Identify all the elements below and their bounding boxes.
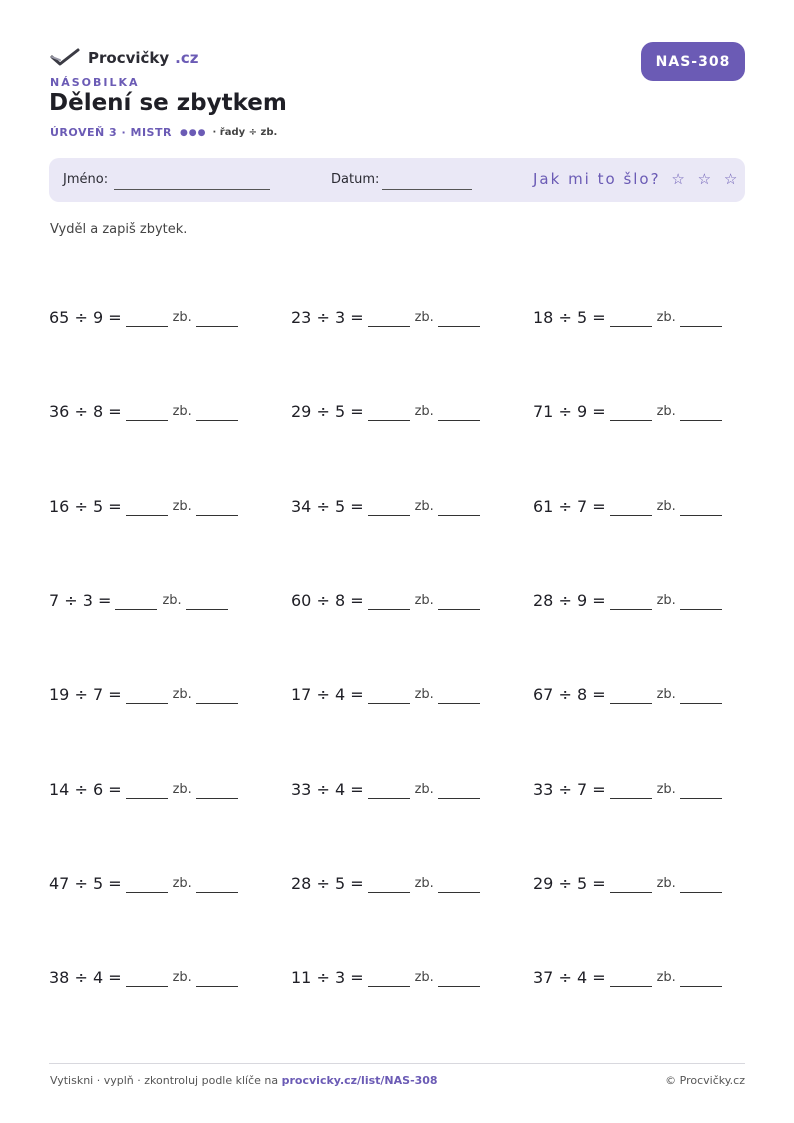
quotient-blank[interactable] <box>610 402 652 421</box>
name-field[interactable] <box>114 189 270 190</box>
star-icon[interactable]: ☆ <box>671 170 687 188</box>
remainder-label: zb. <box>656 404 676 419</box>
remainder-label: zb. <box>414 970 434 985</box>
brand-tld: .cz <box>175 49 199 67</box>
division-problem <box>291 874 480 893</box>
remainder-label: zb. <box>172 970 192 985</box>
remainder-blank[interactable] <box>196 968 238 987</box>
remainder-label: zb. <box>414 404 434 419</box>
remainder-blank[interactable] <box>196 497 238 516</box>
rating-label: Jak mi to šlo? <box>533 170 661 188</box>
remainder-label: zb. <box>172 404 192 419</box>
remainder-label: zb. <box>414 310 434 325</box>
problem-expression: 28 ÷ 5 = <box>291 874 364 893</box>
quotient-blank[interactable] <box>610 591 652 610</box>
division-problem <box>291 497 480 516</box>
problem-expression: 17 ÷ 4 = <box>291 685 364 704</box>
instruction: Vyděl a zapiš zbytek. <box>50 222 188 237</box>
division-problem <box>49 780 238 799</box>
remainder-blank[interactable] <box>680 591 722 610</box>
problem-expression: 61 ÷ 7 = <box>533 497 606 516</box>
remainder-label: zb. <box>172 499 192 514</box>
quotient-blank[interactable] <box>126 497 168 516</box>
problem-expression: 36 ÷ 8 = <box>49 402 122 421</box>
quotient-blank[interactable] <box>368 402 410 421</box>
division-problem <box>49 685 238 704</box>
quotient-blank[interactable] <box>368 685 410 704</box>
remainder-blank[interactable] <box>196 780 238 799</box>
quotient-blank[interactable] <box>126 685 168 704</box>
worksheet-code-badge: NAS-308 <box>641 42 745 81</box>
footer-note <box>50 1074 438 1087</box>
division-problem <box>533 968 722 987</box>
division-problem <box>533 402 722 421</box>
problem-expression: 34 ÷ 5 = <box>291 497 364 516</box>
remainder-blank[interactable] <box>680 968 722 987</box>
problem-expression: 60 ÷ 8 = <box>291 591 364 610</box>
remainder-label: zb. <box>414 687 434 702</box>
division-problem <box>291 685 480 704</box>
remainder-blank[interactable] <box>438 685 480 704</box>
division-problem <box>533 591 722 610</box>
quotient-blank[interactable] <box>115 591 157 610</box>
division-problem <box>49 497 238 516</box>
division-problem <box>533 874 722 893</box>
division-problem <box>291 308 480 327</box>
quotient-blank[interactable] <box>610 874 652 893</box>
problem-expression: 23 ÷ 3 = <box>291 308 364 327</box>
quotient-blank[interactable] <box>368 874 410 893</box>
remainder-blank[interactable] <box>196 685 238 704</box>
remainder-label: zb. <box>414 499 434 514</box>
problem-expression: 28 ÷ 9 = <box>533 591 606 610</box>
remainder-label: zb. <box>656 687 676 702</box>
remainder-blank[interactable] <box>680 402 722 421</box>
problem-expression: 37 ÷ 4 = <box>533 968 606 987</box>
name-label: Jméno: <box>63 172 109 187</box>
remainder-blank[interactable] <box>680 780 722 799</box>
division-problem <box>533 685 722 704</box>
division-problem <box>49 402 238 421</box>
remainder-blank[interactable] <box>438 874 480 893</box>
remainder-label: zb. <box>414 876 434 891</box>
remainder-label: zb. <box>414 593 434 608</box>
remainder-blank[interactable] <box>196 874 238 893</box>
remainder-blank[interactable] <box>680 497 722 516</box>
division-problem <box>49 308 238 327</box>
quotient-blank[interactable] <box>368 308 410 327</box>
quotient-blank[interactable] <box>126 308 168 327</box>
division-problem <box>533 780 722 799</box>
problem-expression: 33 ÷ 7 = <box>533 780 606 799</box>
quotient-blank[interactable] <box>368 780 410 799</box>
remainder-blank[interactable] <box>438 497 480 516</box>
quotient-blank[interactable] <box>610 780 652 799</box>
remainder-label: zb. <box>656 782 676 797</box>
remainder-label: zb. <box>656 593 676 608</box>
date-label: Datum: <box>331 172 380 187</box>
problem-expression: 67 ÷ 8 = <box>533 685 606 704</box>
problem-expression: 14 ÷ 6 = <box>49 780 122 799</box>
problem-expression: 71 ÷ 9 = <box>533 402 606 421</box>
problem-expression: 65 ÷ 9 = <box>49 308 122 327</box>
quotient-blank[interactable] <box>610 968 652 987</box>
division-problem <box>533 308 722 327</box>
footer-text: Vytiskni · vyplň · zkontroluj podle klíče na <box>50 1074 282 1087</box>
remainder-blank[interactable] <box>438 402 480 421</box>
remainder-blank[interactable] <box>196 402 238 421</box>
date-field[interactable] <box>382 189 472 190</box>
footer-link[interactable]: procvicky.cz/list/NAS-308 <box>281 1074 438 1087</box>
division-problem <box>533 497 722 516</box>
footer-divider <box>49 1063 745 1064</box>
quotient-blank[interactable] <box>610 308 652 327</box>
problem-expression: 19 ÷ 7 = <box>49 685 122 704</box>
problem-expression: 18 ÷ 5 = <box>533 308 606 327</box>
remainder-blank[interactable] <box>680 308 722 327</box>
quotient-blank[interactable] <box>126 402 168 421</box>
division-problem <box>291 591 480 610</box>
page-title: Dělení se zbytkem <box>49 90 287 116</box>
remainder-label: zb. <box>172 687 192 702</box>
remainder-blank[interactable] <box>186 591 228 610</box>
remainder-blank[interactable] <box>438 780 480 799</box>
remainder-blank[interactable] <box>680 685 722 704</box>
remainder-blank[interactable] <box>438 968 480 987</box>
problem-expression: 16 ÷ 5 = <box>49 497 122 516</box>
remainder-blank[interactable] <box>196 308 238 327</box>
remainder-label: zb. <box>656 970 676 985</box>
remainder-label: zb. <box>172 782 192 797</box>
remainder-label: zb. <box>172 310 192 325</box>
division-problem <box>49 968 238 987</box>
problem-expression: 38 ÷ 4 = <box>49 968 122 987</box>
quotient-blank[interactable] <box>126 874 168 893</box>
quotient-blank[interactable] <box>368 968 410 987</box>
division-problem <box>49 591 228 610</box>
level-subtitle: · řady ÷ zb. <box>212 127 278 138</box>
name-date-bar <box>49 158 745 202</box>
remainder-blank[interactable] <box>680 874 722 893</box>
star-icon[interactable]: ☆ <box>723 170 740 188</box>
level-row <box>50 126 277 139</box>
problem-expression: 47 ÷ 5 = <box>49 874 122 893</box>
remainder-label: zb. <box>414 782 434 797</box>
level-dots: ●●● <box>179 127 207 138</box>
quotient-blank[interactable] <box>126 780 168 799</box>
self-rating <box>533 170 739 188</box>
remainder-label: zb. <box>656 310 676 325</box>
division-problem <box>291 402 480 421</box>
remainder-blank[interactable] <box>438 591 480 610</box>
division-problem <box>291 780 480 799</box>
quotient-blank[interactable] <box>610 685 652 704</box>
footer-copyright: © Procvičky.cz <box>665 1074 745 1087</box>
remainder-label: zb. <box>656 876 676 891</box>
quotient-blank[interactable] <box>126 968 168 987</box>
checkmark-logo-icon <box>50 48 80 68</box>
level-label: ÚROVEŇ 3 · MISTR <box>50 126 172 139</box>
problem-expression: 29 ÷ 5 = <box>533 874 606 893</box>
logo <box>50 48 198 68</box>
remainder-label: zb. <box>656 499 676 514</box>
remainder-label: zb. <box>162 593 182 608</box>
division-problem <box>49 874 238 893</box>
brand-name: Procvičky <box>88 49 170 67</box>
quotient-blank[interactable] <box>368 497 410 516</box>
quotient-blank[interactable] <box>368 591 410 610</box>
problem-expression: 29 ÷ 5 = <box>291 402 364 421</box>
category-label: NÁSOBILKA <box>50 76 140 89</box>
remainder-blank[interactable] <box>438 308 480 327</box>
problem-expression: 33 ÷ 4 = <box>291 780 364 799</box>
star-icon[interactable]: ☆ <box>697 170 714 188</box>
problem-expression: 11 ÷ 3 = <box>291 968 364 987</box>
division-problem <box>291 968 480 987</box>
remainder-label: zb. <box>172 876 192 891</box>
quotient-blank[interactable] <box>610 497 652 516</box>
problem-expression: 7 ÷ 3 = <box>49 591 112 610</box>
